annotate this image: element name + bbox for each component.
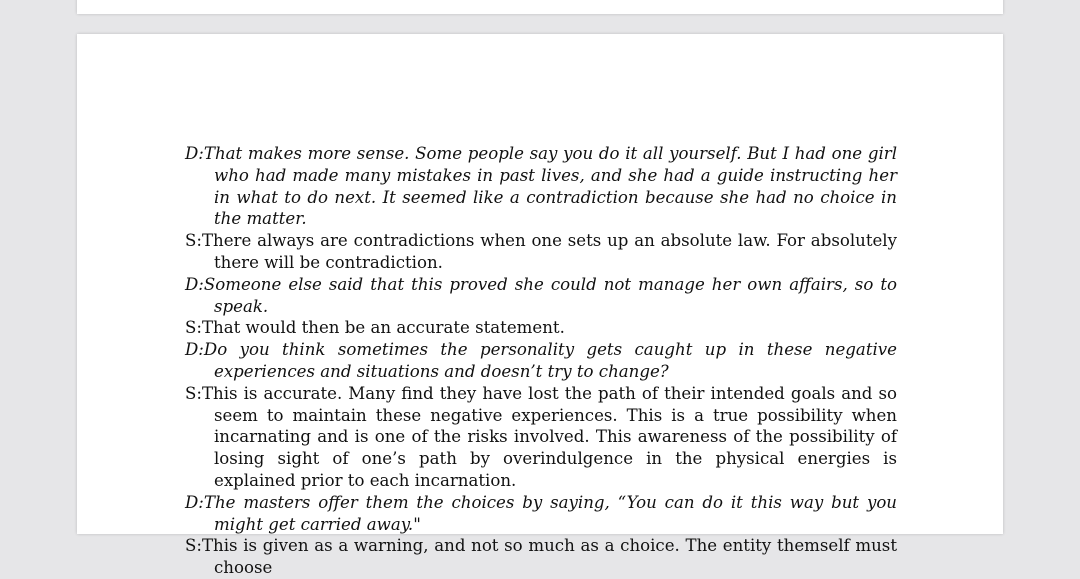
dialogue-paragraph-s: S:There always are contradictions when one sets up an absolute law. For absolutely there will be contradiction. xyxy=(185,231,897,272)
document-page xyxy=(77,34,1003,578)
dialogue-paragraph-d: D:The masters offer them the choices by saying, “You can do it this way but you might get carried away." xyxy=(185,492,897,534)
dialogue-paragraph-s: S:This is accurate. Many find they have lost the path of their intended goals and so seem to maintain these negative experiences. This is a true possibility when incarnating and is one of the risks involved. This awareness of the possibility of losing sight of one’s path by overindulgence in the physical energies is explained prior to each incarnation. xyxy=(185,383,897,490)
dialogue-paragraph-s: S:This is given as a warning, and not so much as a choice. The entity themself must choose xyxy=(185,536,897,578)
previous-page xyxy=(77,0,1003,14)
page-content xyxy=(185,143,897,579)
dialogue-paragraph-d: D:Do you think sometimes the personality gets caught up in these negative experiences and situations and doesn’t try to change? xyxy=(185,340,897,381)
dialogue-paragraph-d: D:Someone else said that this proved she could not manage her own affairs, so to speak. xyxy=(185,274,897,316)
dialogue-paragraph-s: S:That would then be an accurate statement. xyxy=(185,318,565,338)
dialogue-paragraph-d: D:That makes more sense. Some people say you do it all yourself. But I had one girl who had made many mistakes in past lives, and she had a guide instructing her in what to do next. It seemed like a contradiction because she had no choice in the matter. xyxy=(185,144,897,229)
